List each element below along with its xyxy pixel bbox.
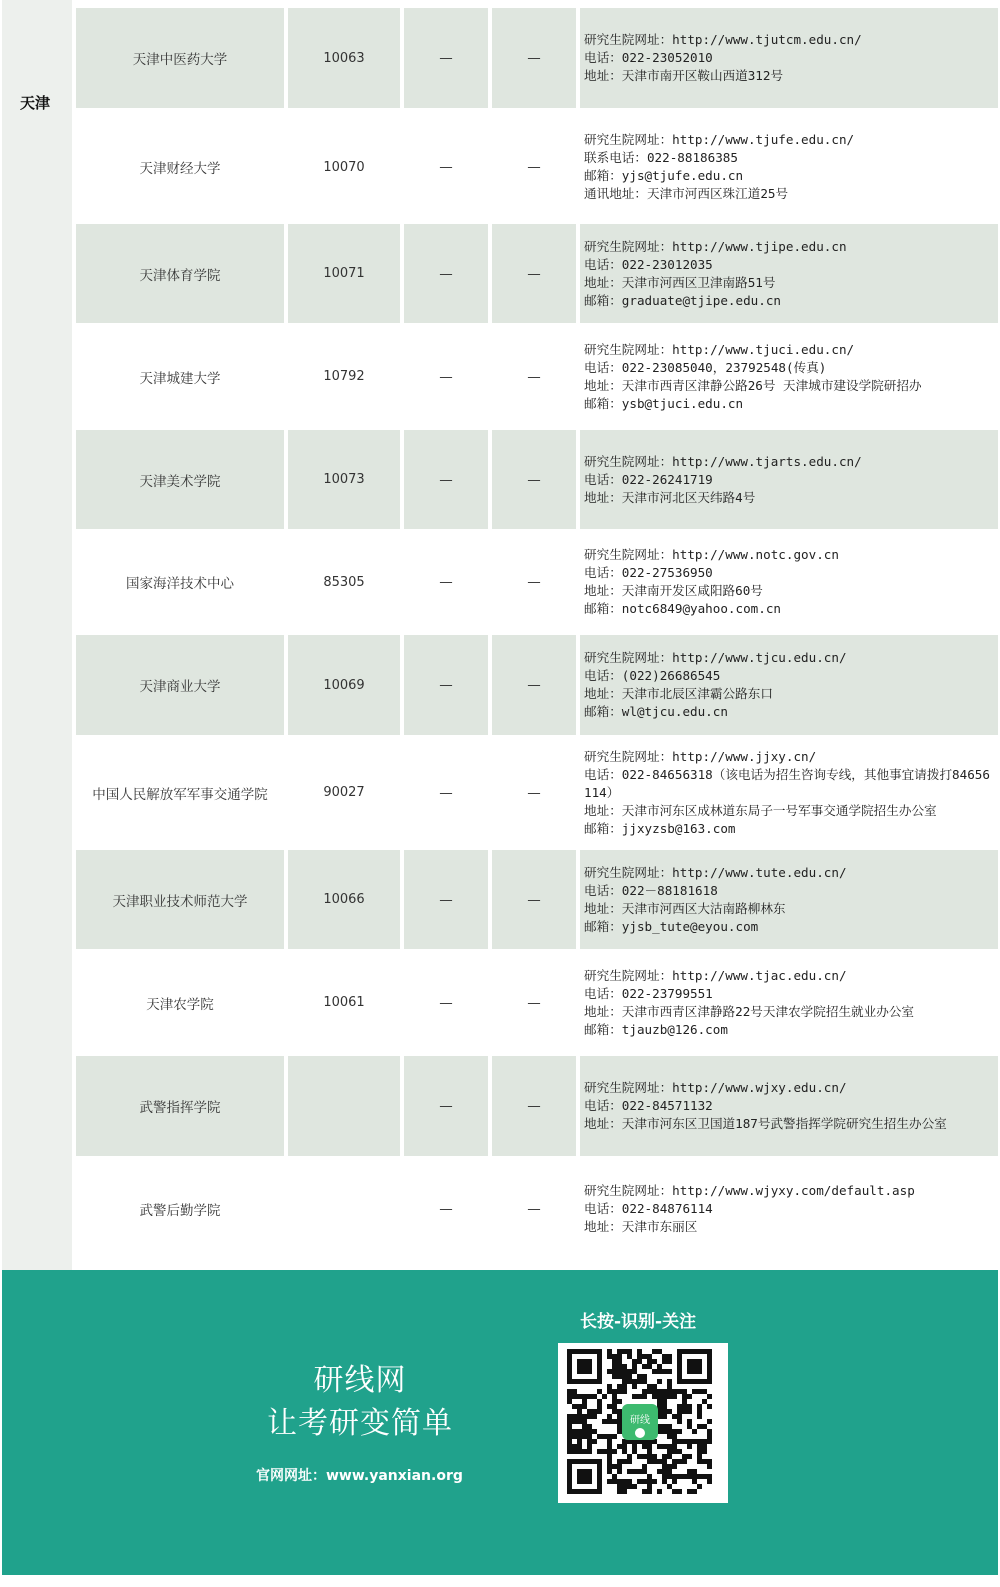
school-name-cell: 天津城建大学 xyxy=(139,370,221,387)
col-placeholder-cell: — xyxy=(492,224,576,323)
school-code-cell: 10071 xyxy=(288,224,400,323)
contact-info-line: 邮箱：graduate@tjipe.edu.cn xyxy=(584,292,782,308)
school-code-cell xyxy=(288,1056,400,1156)
contact-info-cell xyxy=(580,531,998,633)
contact-info-line: 地址：天津市河西区大沽南路柳林东 xyxy=(584,900,786,916)
contact-info-line: 邮箱：yjs@tjufe.edu.cn xyxy=(584,168,744,183)
contact-info-cell xyxy=(580,8,998,108)
contact-info-line: 研究生院网址：http://www.tute.edu.cn/ xyxy=(584,864,847,880)
school-name-cell: 天津体育学院 xyxy=(76,224,284,323)
school-code-cell xyxy=(288,1158,400,1260)
col-placeholder-cell: — xyxy=(492,850,576,949)
contact-info-cell xyxy=(580,850,998,949)
contact-info-line: 地址：天津南开发区咸阳路60号 xyxy=(584,583,763,598)
contact-info-line: 研究生院网址：http://www.wjxy.edu.cn/ xyxy=(584,1080,847,1095)
contact-info-line: 研究生院网址：http://www.notc.gov.cn xyxy=(584,547,839,562)
col-placeholder-cell: — xyxy=(492,430,576,529)
table-row xyxy=(76,8,998,108)
school-name-cell: 天津商业大学 xyxy=(76,635,284,735)
school-code-cell: 10792 xyxy=(323,369,365,384)
school-name-cell: 天津中医药大学 xyxy=(76,8,284,108)
contact-info-line: 联系电话：022-88186385 xyxy=(584,150,738,165)
contact-info-line: 研究生院网址：http://www.tjufe.edu.cn/ xyxy=(584,132,855,147)
col-placeholder-cell: — xyxy=(527,368,541,385)
col-placeholder-cell: — xyxy=(492,635,576,735)
school-code-cell: 10073 xyxy=(288,430,400,529)
contact-info-line: 研究生院网址：http://www.tjac.edu.cn/ xyxy=(584,967,847,983)
school-code-cell: 10063 xyxy=(288,8,400,108)
contact-info-line: 电话：022－88181618 xyxy=(584,882,718,898)
contact-info-line: 地址：天津市东丽区 xyxy=(584,1219,698,1234)
table-row xyxy=(76,325,998,428)
contact-info-line: 邮箱：notc6849@yahoo.com.cn xyxy=(584,601,782,616)
col-placeholder-cell: — xyxy=(404,635,488,735)
contact-info-line: 地址：天津市北辰区津霸公路东口 xyxy=(584,686,773,701)
contact-info-line: 邮箱：tjauzb@126.com xyxy=(584,1021,728,1037)
school-code-cell: 90027 xyxy=(323,785,365,800)
contact-info-cell xyxy=(580,430,998,529)
col-placeholder-cell: — xyxy=(404,224,488,323)
school-name-cell: 武警后勤学院 xyxy=(139,1203,221,1219)
col-placeholder-cell: — xyxy=(527,994,541,1011)
school-name-cell: 天津美术学院 xyxy=(76,430,284,529)
follow-hint: 长按-识别-关注 xyxy=(580,1312,697,1332)
table-row xyxy=(76,635,998,735)
col-placeholder-cell: — xyxy=(404,850,488,949)
contact-info-cell xyxy=(580,1056,998,1156)
contact-info-line: 地址：天津市河西区卫津南路51号 xyxy=(584,274,776,290)
contact-info-cell xyxy=(580,737,998,848)
col-placeholder-cell: — xyxy=(404,430,488,529)
contact-info-line: 邮箱：jjxyzsb@163.com xyxy=(584,820,736,836)
contact-info-line: 研究生院网址：http://www.jjxy.cn/ xyxy=(584,748,817,764)
school-name-cell: 天津农学院 xyxy=(146,996,214,1013)
qr-logo-text: 研线 xyxy=(630,1415,650,1426)
qr-code-icon xyxy=(567,1349,719,1497)
col-placeholder-cell: — xyxy=(439,1201,453,1217)
table-row xyxy=(76,1158,998,1260)
school-name-cell: 武警指挥学院 xyxy=(76,1056,284,1156)
contact-info-line: 电话：022-23799551 xyxy=(584,985,713,1001)
contact-info-line: 研究生院网址：http://www.tjutcm.edu.cn/ xyxy=(584,32,862,47)
contact-info-line: 电话：022-23085040，23792548(传真) xyxy=(584,359,827,375)
school-name-cell: 中国人民解放军军事交通学院 xyxy=(92,786,268,803)
contact-info-line: 电话：022-84656318（该电话为招生咨询专线，其他事宜请拨打84656114） xyxy=(584,766,990,800)
col-placeholder-cell: — xyxy=(439,368,453,385)
school-code-cell: 10066 xyxy=(288,850,400,949)
school-name-cell: 国家海洋技术中心 xyxy=(126,576,234,592)
table-row xyxy=(76,112,998,222)
table-row xyxy=(76,1056,998,1156)
col-placeholder-cell: — xyxy=(527,1201,541,1217)
col-placeholder-cell: — xyxy=(527,574,541,590)
school-code-cell: 85305 xyxy=(323,574,365,590)
region-label: 天津 xyxy=(20,94,51,112)
contact-info-cell xyxy=(580,951,998,1054)
contact-info-line: 地址：天津市西青区津静路22号天津农学院招生就业办公室 xyxy=(584,1003,915,1019)
col-placeholder-cell: — xyxy=(527,784,541,801)
col-placeholder-cell: — xyxy=(439,574,453,590)
table-row xyxy=(76,951,998,1054)
contact-info-line: 邮箱：wl@tjcu.edu.cn xyxy=(584,704,728,719)
website-text[interactable]: 官网网址：www.yanxian.org xyxy=(256,1468,463,1484)
contact-info-line: 研究生院网址：http://www.tjcu.edu.cn/ xyxy=(584,650,847,665)
footer-banner xyxy=(2,1270,998,1575)
region-cell xyxy=(2,0,72,1270)
contact-info-cell xyxy=(580,1158,998,1260)
col-placeholder-cell: — xyxy=(404,1056,488,1156)
contact-info-line: 电话：022-23012035 xyxy=(584,256,713,272)
contact-info-line: 电话：022-84571132 xyxy=(584,1098,713,1113)
brand-name: 研线网 xyxy=(313,1363,407,1398)
contact-info-line: 研究生院网址：http://www.tjipe.edu.cn xyxy=(584,238,847,254)
school-table xyxy=(2,0,998,1270)
contact-info-line: 地址：天津市河北区天纬路4号 xyxy=(584,489,756,505)
school-name-cell: 天津职业技术师范大学 xyxy=(76,850,284,949)
contact-info-cell xyxy=(580,325,998,428)
school-name-cell: 天津财经大学 xyxy=(139,161,221,177)
col-placeholder-cell: — xyxy=(492,8,576,108)
contact-info-line: 电话：022-84876114 xyxy=(584,1201,713,1216)
col-placeholder-cell: — xyxy=(439,994,453,1011)
school-code-cell: 10061 xyxy=(323,995,365,1010)
table-row xyxy=(76,430,998,529)
table-row xyxy=(76,737,998,848)
contact-info-line: 电话：022-23052010 xyxy=(584,50,713,65)
contact-info-line: 邮箱：yjsb_tute@eyou.com xyxy=(584,918,759,934)
table-row xyxy=(76,224,998,323)
contact-info-line: 地址：天津市河东区卫国道187号武警指挥学院研究生招生办公室 xyxy=(584,1116,947,1131)
table-row xyxy=(76,850,998,949)
contact-info-line: 通讯地址：天津市河西区珠江道25号 xyxy=(584,186,789,201)
contact-info-line: 研究生院网址：http://www.tjarts.edu.cn/ xyxy=(584,453,862,469)
col-placeholder-cell: — xyxy=(492,1056,576,1156)
school-code-cell: 10070 xyxy=(323,159,365,175)
contact-info-line: 电话：(022)26686545 xyxy=(584,668,721,683)
col-placeholder-cell: — xyxy=(527,159,541,175)
contact-info-cell xyxy=(580,112,998,222)
contact-info-line: 地址：天津市南开区鞍山西道312号 xyxy=(584,68,784,83)
col-placeholder-cell: — xyxy=(404,8,488,108)
school-code-cell: 10069 xyxy=(288,635,400,735)
qr-code[interactable] xyxy=(558,1343,728,1503)
contact-info-cell xyxy=(580,635,998,735)
contact-info-line: 研究生院网址：http://www.tjuci.edu.cn/ xyxy=(584,341,855,357)
col-placeholder-cell: — xyxy=(439,784,453,801)
contact-info-line: 地址：天津市河东区成林道东局子一号军事交通学院招生办公室 xyxy=(584,802,937,818)
col-placeholder-cell: — xyxy=(439,159,453,175)
contact-info-line: 地址：天津市西青区津静公路26号 天津城市建设学院研招办 xyxy=(584,377,922,393)
brand-slogan: 让考研变简单 xyxy=(267,1406,453,1441)
contact-info-cell xyxy=(580,224,998,323)
contact-info-line: 电话：022-27536950 xyxy=(584,565,713,580)
contact-info-line: 邮箱：ysb@tjuci.edu.cn xyxy=(584,395,744,411)
contact-info-line: 研究生院网址：http://www.wjyxy.com/default.asp xyxy=(584,1183,915,1198)
table-row xyxy=(76,531,998,633)
contact-info-line: 电话：022-26241719 xyxy=(584,471,713,487)
